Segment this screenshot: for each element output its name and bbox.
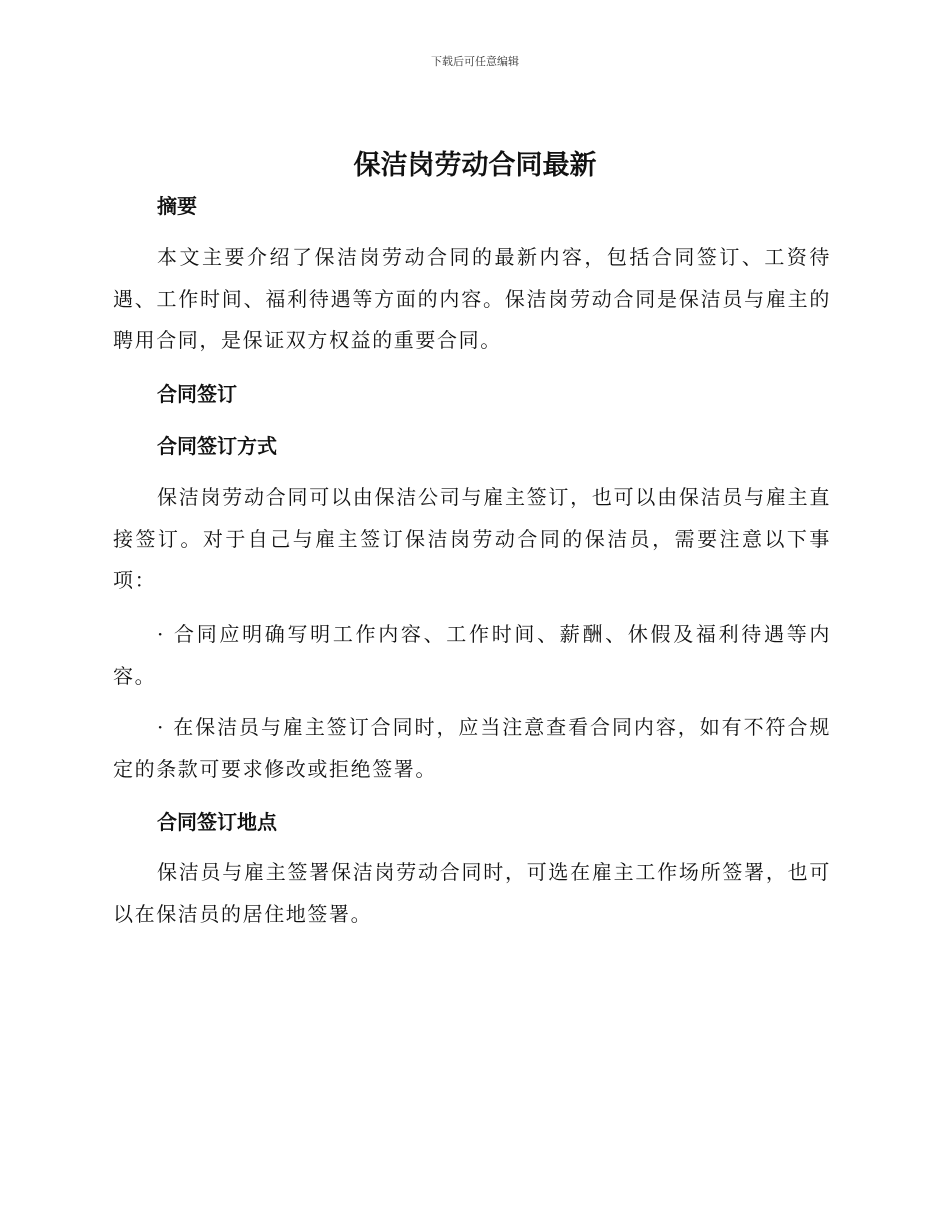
- signing-method-paragraph: 保洁岗劳动合同可以由保洁公司与雇主签订，也可以由保洁员与雇主直接签订。对于自己与雇主签订保洁岗劳动合同的保洁员，需要注意以下事项：: [113, 485, 831, 592]
- bullet-item-2: · 在保洁员与雇主签订合同时，应当注意查看合同内容，如有不符合规定的条款可要求修改或拒绝签署。: [113, 715, 831, 781]
- signing-method-heading: 合同签订方式: [157, 434, 277, 458]
- abstract-paragraph: 本文主要介绍了保洁岗劳动合同的最新内容，包括合同签订、工资待遇、工作时间、福利待遇等方面的内容。保洁岗劳动合同是保洁员与雇主的聘用合同，是保证双方权益的重要合同。: [113, 245, 831, 352]
- abstract-heading: 摘要: [157, 194, 197, 218]
- signing-place-heading: 合同签订地点: [157, 810, 277, 834]
- page-header-note: 下载后可任意编辑: [431, 55, 519, 68]
- signing-heading: 合同签订: [157, 382, 237, 406]
- signing-place-paragraph: 保洁员与雇主签署保洁岗劳动合同时，可选在雇主工作场所签署，也可以在保洁员的居住地签署。: [113, 860, 831, 926]
- document-title: 保洁岗劳动合同最新: [353, 150, 597, 181]
- bullet-item-1: · 合同应明确写明工作内容、工作时间、薪酬、休假及福利待遇等内容。: [113, 622, 831, 688]
